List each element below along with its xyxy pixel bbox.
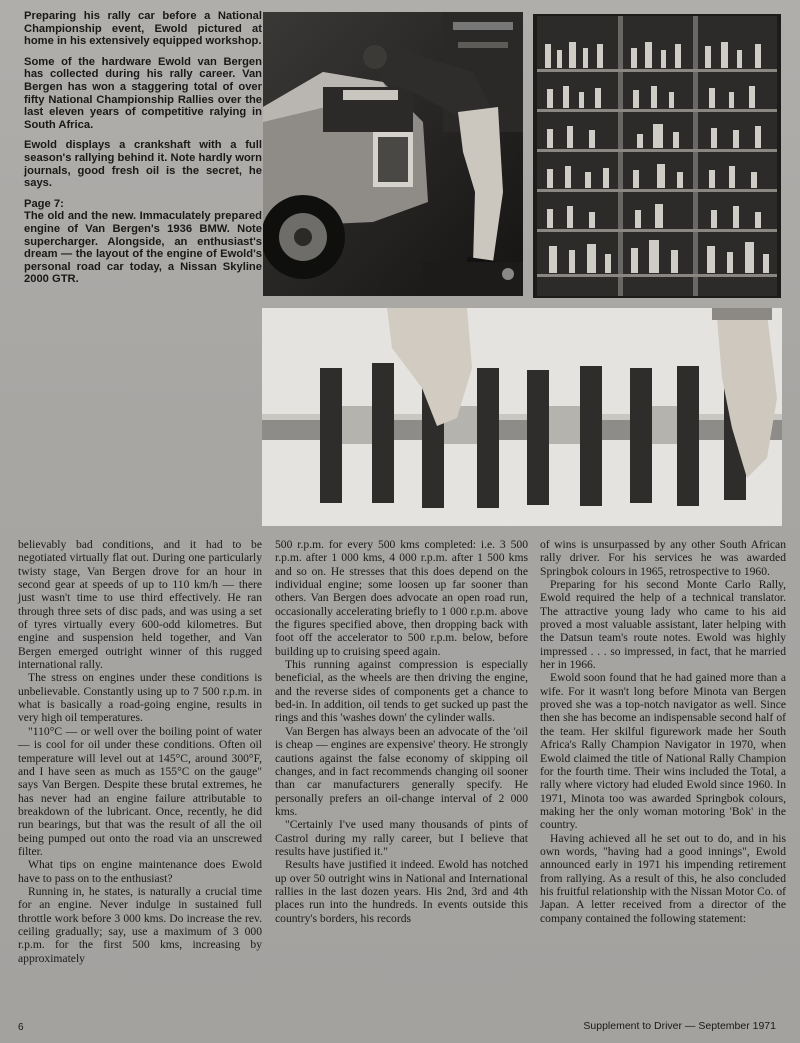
paragraph: This running against compression is especially beneficial, as the wheels are then driving the engine, and the reverse sides of components get a chance to bed-in. In addition, oil tends to get sucked up past the rings and this 'washes down' the cylinder walls. xyxy=(275,658,528,725)
article-column-1 xyxy=(18,538,262,965)
paragraph: of wins is unsurpassed by any other South African rally driver. For his services he was awarded Springbok colours in 1965, retrospective to 1960. xyxy=(540,538,786,578)
publication-footer: Supplement to Driver — September 1971 xyxy=(583,1020,776,1032)
paragraph: The stress on engines under these conditions is unbelievable. Constantly using up to 7 500 r.p.m. in what is basically a road-going engine, results in very high oil temperatures. xyxy=(18,671,262,725)
photo-captions xyxy=(24,10,262,294)
paragraph: Ewold soon found that he had gained more than a wife. For it wasn't long before Minota van Bergen proved she was a top-notch navigator as well. Since then she has become an indispensable second half of the team. Her skilful figurework made her South Africa's Rally Champion Navigator in 1970, when Ewold claimed the title of National Rally Champion for the fourth time. Their wins included the Total, a rally where victory had eluded Ewold since 1960. In 1971, Minota too was awarded Springbok colours, making her the only woman motoring 'Bok' in the country. xyxy=(540,671,786,832)
paragraph: Results have justified it indeed. Ewold has notched up over 50 outright wins in National and International rallies in the last dozen years. His 2nd, 3rd and 4th places run into the hundreds. In events outside this country's borders, his records xyxy=(275,858,528,925)
paragraph: Van Bergen has always been an advocate of the 'oil is cheap — engines are expensive' theory. He strongly cautions against the false economy of skipping oil changes, and in fact recommends changing oil sooner than car manufacturers generally specify. He personally prefers an oil-change interval of 2 000 kms. xyxy=(275,724,528,818)
trophy-cabinet-photo xyxy=(533,14,781,298)
paragraph: Preparing for his second Monte Carlo Rally, Ewold required the help of a technical translator. The attractive young lady who came to his aid proved a most valuable assistant, later helping with the Datsun team's route notes. Ewold was highly impressed . . . so impressed, in fact, that he married her in 1966. xyxy=(540,578,786,672)
caption-crankshaft: Ewold displays a crankshaft with a full season's rallying behind it. Note hardly worn journals, good fresh oil is the secret, he says. xyxy=(24,139,262,190)
paragraph: What tips on engine maintenance does Ewold have to pass on to the enthusiast? xyxy=(18,858,262,885)
article-column-2 xyxy=(275,538,528,925)
paragraph: "Certainly I've used many thousands of pints of Castrol during my rally career, but I believe that results have justified it." xyxy=(275,818,528,858)
caption-trophies: Some of the hardware Ewold van Bergen has collected during his rally career. Van Bergen has won a staggering total of over fifty National Championship Rallies over the last eleven years of competitive ralying in South Africa. xyxy=(24,55,262,131)
paragraph: believably bad conditions, and it had to be negotiated virtually flat out. During one particularly twisty stage, Van Bergen drove for an hour in second gear at speeds of up to 110 km/h — there just wasn't time to use third effectively. He ran through three sets of disc pads, and was using a set of tyres virtually every 600-odd kilometres. But engine and suspension held together, and Van Bergen emerged outright winner of this rugged international rally. xyxy=(18,538,262,672)
crankshaft-photo xyxy=(262,308,782,526)
paragraph: Having achieved all he set out to do, and in his own words, "having had a good innings", Ewold announced early in 1971 his impending retirement from rallying. As a result of this, he also concluded his fruitful relationship with the Nissan Motor Co. of Japan. A letter received from a director of the company contained the following statement: xyxy=(540,831,786,925)
caption-page7: The old and the new. Immaculately prepared engine of Van Bergen's 1936 BMW. Note supercharger. Alongside, an enthusiast's dream — the layout of the engine of Ewold's personal road car today, a Nissan Skyline 2000 GTR. xyxy=(24,210,262,286)
article-column-3 xyxy=(540,538,786,925)
page-number: 6 xyxy=(18,1022,24,1033)
caption-page7-heading: Page 7: xyxy=(24,197,64,210)
caption-workshop: Preparing his rally car before a National Championship event, Ewold pictured at home in his extensively equipped workshop. xyxy=(24,10,262,48)
workshop-photo xyxy=(263,12,523,296)
paragraph: Running in, he states, is naturally a crucial time for an engine. Never indulge in sustained full throttle work before 3 000 kms. Do increase the rev. ceiling gradually; say, use a maximum of 3 000 r.p.m. for the first 500 kms, increasing by approximately xyxy=(18,884,262,965)
paragraph: 500 r.p.m. for every 500 kms completed: i.e. 3 500 r.p.m. after 1 000 kms, 4 000 r.p.m. after 1 500 kms and so on. He stresses that this does depend on the individual engine; some loosen up far sooner than others. Van Bergen does advocate an open road run, occasionally accelerating briefly to 1 000 r.p.m. above the figures specified above, then dropping back with foot off the accelerator to 500 r.p.m. below, before building up to cruising speed again. xyxy=(275,538,528,658)
paragraph: "110°C — or well over the boiling point of water — is cool for oil under these conditions. Often oil temperature will level out at 145°C, around 300°F, and I have seen as much as 155°C on the gauge" says Van Bergen. Despite these brutal extremes, he has never had an engine failure attributable to breakdown of the lubricant. Once, recently, he did run bearings, but that was the result of all the oil being pumped out onto the road via an unscrewed filter. xyxy=(18,724,262,858)
